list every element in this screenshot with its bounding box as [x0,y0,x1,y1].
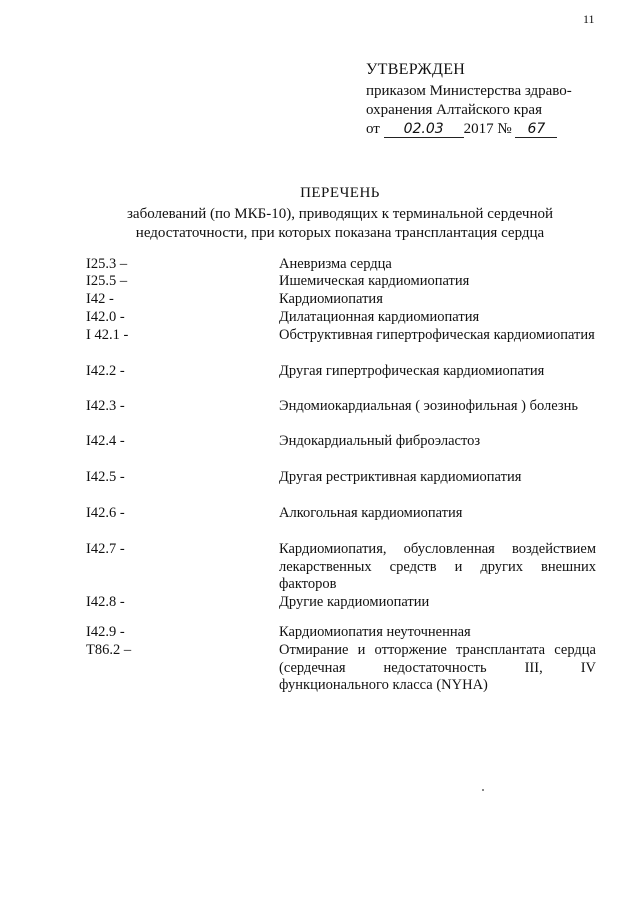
approval-heading: УТВЕРЖДЕН [366,61,466,78]
icd-code: I42.5 - [86,469,125,485]
icd-code: I25.5 – [86,273,128,289]
approval-line-2: охранения Алтайского края [366,102,542,118]
document-subtitle-line-2: недостаточности, при которых показана трансплантация сердца [135,225,545,241]
handwritten-order-number: 67 [515,122,557,138]
diagnosis-name: Дилатационная кардиомиопатия [279,309,480,325]
icd-code: I25.3 – [86,256,128,272]
icd-code: I42 - [86,291,114,307]
page-number: 11 [583,12,595,26]
diagnosis-name: Эндокардиальный фиброэластоз [279,433,481,449]
diagnosis-name: Другая рестриктивная кардиомиопатия [279,469,522,485]
document-title: ПЕРЕЧЕНЬ [300,185,380,201]
document-title-block [60,184,620,243]
scan-speck [482,789,484,791]
diagnosis-name: Аневризма сердца [279,256,392,272]
icd-code: I42.0 - [86,309,125,325]
diagnosis-name: Другие кардиомиопатии [279,594,430,610]
diagnosis-name: Обструктивная гипертрофическая кардиомиопатия [279,327,595,343]
diagnosis-name: Ишемическая кардиомиопатия [279,273,470,289]
year-number-label: 2017 № [463,121,512,137]
diagnosis-name: Эндомиокардиальная ( эозинофильная ) болезнь [279,398,578,414]
approval-stamp [366,60,626,139]
diagnosis-name: Кардиомиопатия, обусловленная воздействием лекарственных средств и других внешних факторов [279,541,596,592]
icd-code: I42.7 - [86,541,125,557]
diagnosis-name: Отмирание и отторжение трансплантата сердца (сердечная недостаточность III, IV функционального класса (NYHA) [279,642,596,693]
diagnosis-name: Другая гипертрофическая кардиомиопатия [279,363,545,379]
approval-line-1: приказом Министерства здраво- [366,83,572,99]
diagnosis-name: Алкогольная кардиомиопатия [279,505,463,521]
icd-code: I42.8 - [86,594,125,610]
handwritten-date: 02.03 [384,122,464,138]
icd-code: T86.2 – [86,642,132,658]
date-prefix: от [366,121,380,137]
diagnosis-name: Кардиомиопатия [279,291,383,307]
icd-code: I42.3 - [86,398,125,414]
diagnosis-name: Кардиомиопатия неуточненная [279,624,471,640]
icd-code: I42.9 - [86,624,125,640]
approval-date-line [366,120,626,139]
document-subtitle-line-1: заболеваний (по МКБ-10), приводящих к терминальной сердечной [126,206,554,222]
icd-code: I42.2 - [86,363,125,379]
icd-code: I42.6 - [86,505,125,521]
icd-code: I42.4 - [86,433,125,449]
icd-code: I 42.1 - [86,327,129,343]
